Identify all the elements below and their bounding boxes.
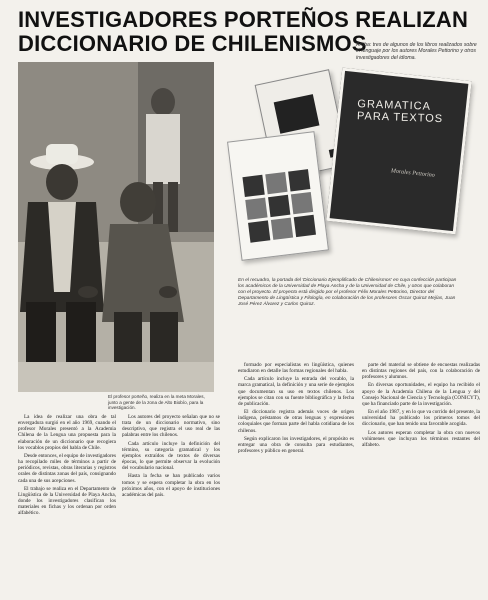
paragraph: La idea de realizar una obra de tal envergadura surgió en el año 1969, cuando el profesor Morales presentó a la Academia Chilena de la Lengua una propuesta para la elaboración de un diccionario que recogiera los vocablos propios del habla de Chile. xyxy=(18,414,116,451)
paragraph: parte del material se obtiene de encuestas realizadas en distintas regiones del país, con la colaboración de profesores y alumnos. xyxy=(362,362,480,381)
photo-two-men xyxy=(18,62,214,392)
article-column-2 xyxy=(122,414,220,596)
paragraph: En el año 1987, y en lo que va corrido del presente, la universidad ha publicado los primeros tomos del diccionario, que han tenido una favorable acogida. xyxy=(362,409,480,428)
article-column-1 xyxy=(18,414,116,596)
books-photo xyxy=(226,62,482,274)
photo-caption: El profesor porteño, realiza en la meta Morales, junto a gente de la zona de Alto Biobío, para la investigación. xyxy=(108,394,205,411)
headline-line-1: INVESTIGADORES PORTEÑOS REALIZAN xyxy=(18,7,469,32)
paragraph: Hasta la fecha se han publicado varios tomos y se espera completar la obra en los próximos años, con el apoyo de instituciones académicas del país. xyxy=(122,473,220,498)
books-caption: Arriba: tres de algunos de los libros realizados sobre el lenguaje por los autores Morales Pettorino y otros investigadores del idioma. xyxy=(356,42,477,61)
paragraph: Los autores del proyecto señalan que no se trata de un diccionario normativo, sino descriptivo, que registra el uso real de las palabras entre los chilenos. xyxy=(122,414,220,439)
paragraph: El diccionario registra además voces de origen indígena, préstamos de otras lenguas y expresiones coloquiales que forman parte del habla cotidiana de los chilenos. xyxy=(238,409,354,434)
paragraph: Cada artículo incluye la entrada del vocablo, la marca gramatical, la definición y una serie de ejemplos que documentan su uso en textos chilenos. Los ejemplos se citan con su fuente bibliográfica y la fecha de publicación. xyxy=(238,376,354,407)
paragraph: El trabajo se realiza en el Departamento de Lingüística de la Universidad de Playa Ancha, donde los investigadores clasifican los materiales en fichas y los ordenan por orden alfabético. xyxy=(18,485,116,517)
paragraph: Según explicaron los investigadores, el propósito es entregar una obra de consulta para estudiantes, profesores y público en general. xyxy=(238,435,354,455)
dictionary-caption: En el recuadro, la portada del 'Diccionario Ejemplificado de Chilenismos' en cuya confección participan los académicos de la Universidad de Playa Ancha y de la Universidad de Chile, y otros que colaboran con el proyecto. El proyecto está dirigido por el profesor Félix Morales Pettorino, Director del Departamento de Lingüística y Filología, en colaboración de los profesores Óscar Quiroz Mejías, Juan José Pérez Álvarez y Carlos Quiroz. xyxy=(238,278,457,307)
headline-line-2: DICCIONARIO DE CHILENISMOS xyxy=(18,31,367,56)
paragraph: Cada artículo incluye la definición del término, su categoría gramatical y los ejemplos extraídos de textos de diversas épocas, lo que permite observar la evolución del vocabulario nacional. xyxy=(122,440,220,472)
article-column-3 xyxy=(238,362,354,596)
photo-illustration xyxy=(18,62,214,392)
paragraph: En diversas oportunidades, el equipo ha recibido el apoyo de la Academia Chilena de la Lengua y del Consejo Nacional de Ciencia y Tecnología (CONICYT), que ha financiado parte de la investigación. xyxy=(362,382,480,407)
book-cover-left xyxy=(227,131,329,261)
book-cover-gramatica xyxy=(326,68,471,235)
paragraph: Desde entonces, el equipo de investigadores ha recopilado miles de términos a partir de periódicos, revistas, obras literarias y registros orales de distintas zonas del país, consignando cada una de sus acepciones. xyxy=(18,452,116,484)
article-column-4 xyxy=(362,362,480,596)
paragraph: Los autores esperan completar la obra con nuevos volúmenes que incluyan los términos restantes del alfabeto. xyxy=(362,429,480,448)
book-cover-author: Morales Pettorino xyxy=(390,168,436,179)
book-cover-title: GRAMATICA PARA TEXTOS xyxy=(356,98,444,126)
book-cover-top-block xyxy=(274,94,320,134)
paragraph: formado por especialistas en lingüística, quienes estudiaron en detalle las formas regionales del habla. xyxy=(238,362,354,375)
book-cover-left-grid xyxy=(242,169,316,243)
